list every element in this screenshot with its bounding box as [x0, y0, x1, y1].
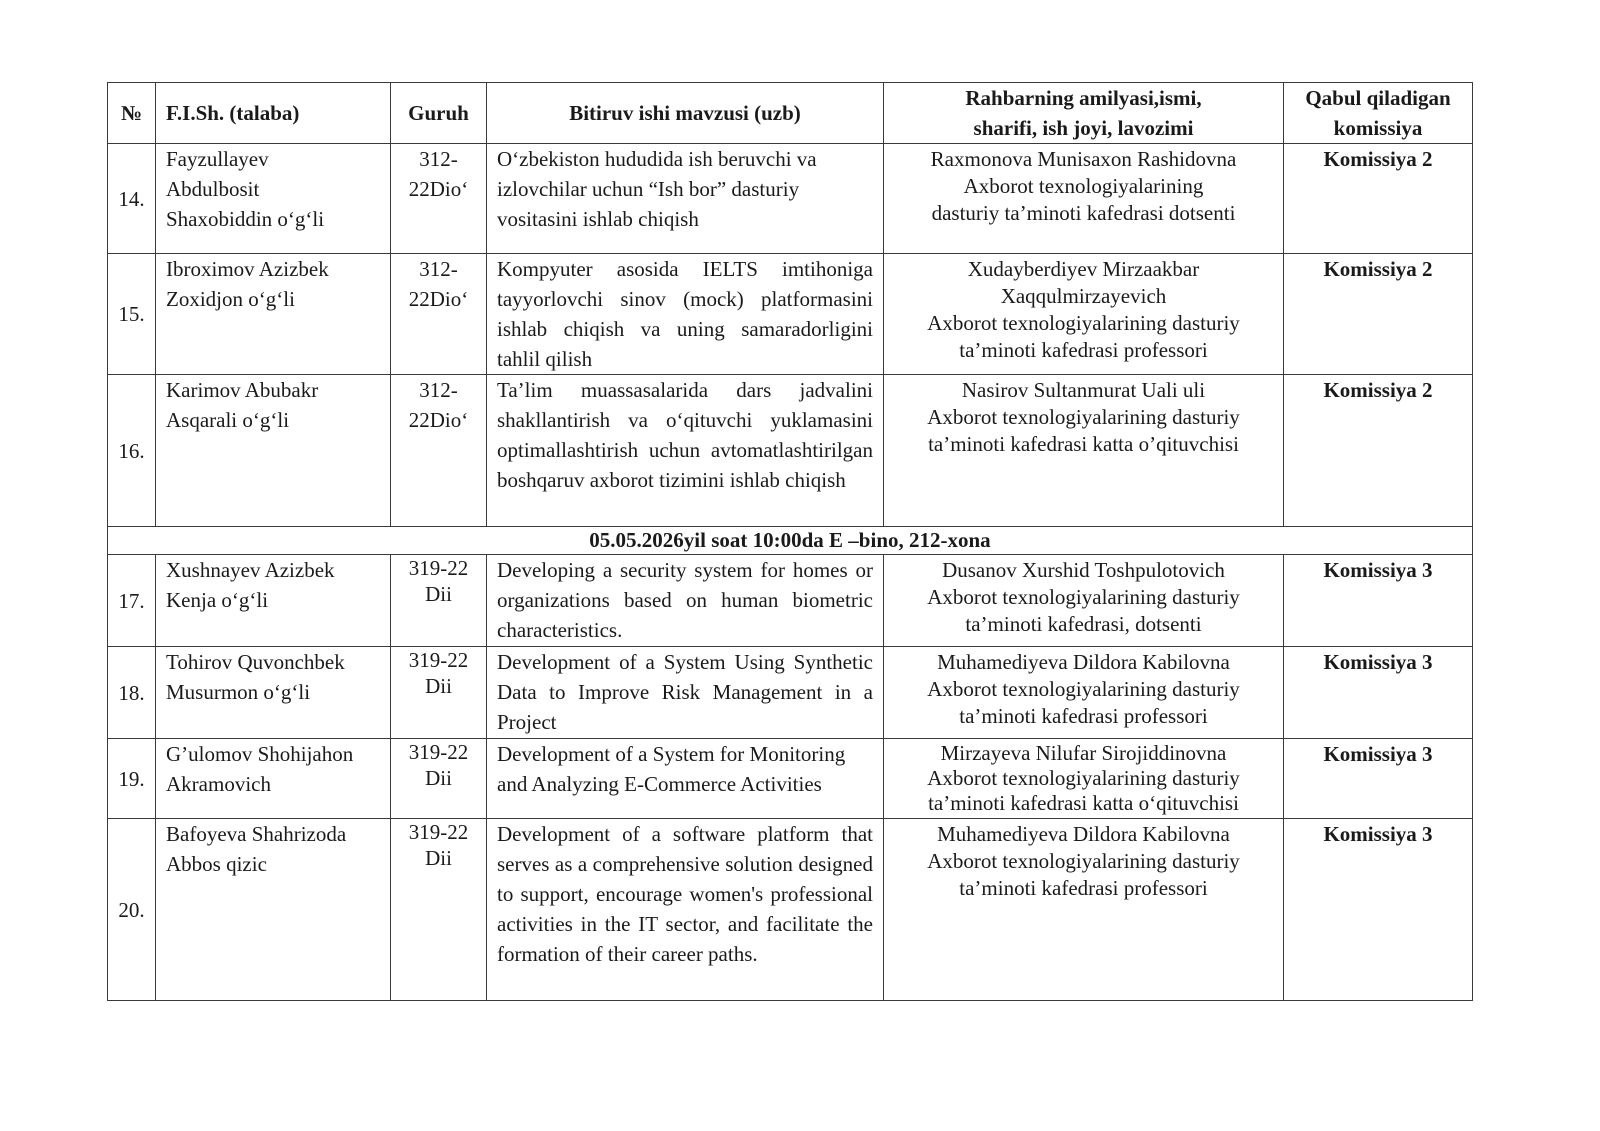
table-row: [108, 254, 1473, 375]
header-supervisor-line: Rahbarning amilyasi,ismi,: [965, 86, 1202, 110]
row-number: 19.: [108, 739, 156, 819]
table-body: [108, 144, 1473, 1001]
group-code-line: 319-22: [408, 820, 469, 844]
table-row: [108, 555, 1473, 647]
thesis-topic: O‘zbekiston hududida ish beruvchi va izlovchilar uchun “Ish bor” dasturiy vositasini ishlab chiqish: [487, 144, 884, 254]
defense-schedule-sheet: [107, 82, 1472, 1001]
group-code: [391, 739, 487, 819]
header-commission: [1284, 83, 1473, 144]
thesis-topic: Development of a System for Monitoring and Analyzing E-Commerce Activities: [487, 739, 884, 819]
header-supervisor-line: sharifi, ish joyi, lavozimi: [973, 116, 1194, 140]
group-code-line: 312-: [419, 378, 458, 402]
student-name-line: Abdulbosit: [166, 177, 260, 201]
group-code: [391, 819, 487, 1001]
header-student-name: F.I.Sh. (talaba): [156, 83, 391, 144]
supervisor-line: Nasirov Sultanmurat Uali uli: [961, 378, 1206, 402]
header-commission-line: Qabul qiladigan: [1305, 86, 1451, 110]
row-number: 15.: [108, 254, 156, 375]
student-name-line: G’ulomov Shohijahon: [166, 742, 354, 766]
supervisor-line: Axborot texnologiyalarining dasturiy: [927, 405, 1240, 429]
supervisor-line: Dusanov Xurshid Toshpulotovich: [942, 558, 1225, 582]
group-code-line: 22Dio‘: [408, 408, 469, 432]
supervisor-line: ta’minoti kafedrasi professori: [959, 704, 1208, 728]
group-code: [391, 144, 487, 254]
thesis-topic: Ta’lim muassasalarida dars jadvalini shakllantirish va o‘qituvchi yuklamasini optimallashtirish uchun avtomatlashtirilgan boshqaruv axborot tizimini ishlab chiqish: [487, 375, 884, 527]
supervisor-line: Axborot texnologiyalarining dasturiy: [927, 677, 1240, 701]
student-name-line: Karimov Abubakr: [166, 378, 319, 402]
table-header: [108, 83, 1473, 144]
group-code-line: 319-22: [408, 648, 469, 672]
supervisor-line: Mirzayeva Nilufar Sirojiddinovna: [940, 741, 1227, 765]
group-code-line: Dii: [425, 766, 452, 790]
commission: Komissiya 3: [1284, 555, 1473, 647]
group-code-line: 22Dio‘: [408, 177, 469, 201]
supervisor-info: [884, 555, 1284, 647]
supervisor-line: Axborot texnologiyalarining dasturiy: [927, 311, 1240, 335]
header-num: №: [108, 83, 156, 144]
row-number: 14.: [108, 144, 156, 254]
group-code-line: 312-: [419, 257, 458, 281]
student-name: [156, 739, 391, 819]
student-name-line: Bafoyeva Shahrizoda: [166, 822, 347, 846]
commission: Komissiya 3: [1284, 819, 1473, 1001]
student-name-line: Xushnayev Azizbek: [166, 558, 335, 582]
student-name-line: Abbos qizic: [166, 852, 267, 876]
group-code-line: 319-22: [408, 556, 469, 580]
student-name-line: Fayzullayev: [166, 147, 269, 171]
header-supervisor: [884, 83, 1284, 144]
table-row: [108, 144, 1473, 254]
supervisor-line: Muhamediyeva Dildora Kabilovna: [937, 650, 1230, 674]
supervisor-info: [884, 254, 1284, 375]
supervisor-info: [884, 375, 1284, 527]
student-name-line: Musurmon o‘g‘li: [166, 680, 311, 704]
commission: Komissiya 3: [1284, 647, 1473, 739]
student-name: [156, 555, 391, 647]
supervisor-info: [884, 647, 1284, 739]
defense-schedule-table: [107, 82, 1473, 1001]
row-number: 20.: [108, 819, 156, 1001]
group-code-line: Dii: [425, 674, 452, 698]
group-code: [391, 555, 487, 647]
commission: Komissiya 2: [1284, 375, 1473, 527]
group-code-line: 312-: [419, 147, 458, 171]
student-name: [156, 144, 391, 254]
commission: Komissiya 2: [1284, 254, 1473, 375]
table-row: [108, 819, 1473, 1001]
section-row: [108, 527, 1473, 555]
group-code: [391, 375, 487, 527]
supervisor-line: dasturiy ta’minoti kafedrasi dotsenti: [931, 201, 1236, 225]
supervisor-line: ta’minoti kafedrasi katta o’qituvchisi: [928, 432, 1239, 456]
group-code-line: 22Dio‘: [408, 287, 469, 311]
table-row: [108, 647, 1473, 739]
group-code: [391, 647, 487, 739]
group-code-line: Dii: [425, 582, 452, 606]
student-name-line: Shaxobiddin o‘g‘li: [166, 207, 325, 231]
table-row: [108, 739, 1473, 819]
row-number: 16.: [108, 375, 156, 527]
student-name-line: Zoxidjon o‘g‘li: [166, 287, 295, 311]
student-name: [156, 254, 391, 375]
supervisor-line: Xaqqulmirzayevich: [1000, 284, 1167, 308]
student-name: [156, 375, 391, 527]
supervisor-line: Axborot texnologiyalarining dasturiy: [927, 585, 1240, 609]
supervisor-line: Axborot texnologiyalarining: [963, 174, 1204, 198]
header-group: Guruh: [391, 83, 487, 144]
supervisor-line: Axborot texnologiyalarining dasturiy: [927, 766, 1240, 790]
group-code-line: Dii: [425, 846, 452, 870]
supervisor-info: [884, 819, 1284, 1001]
supervisor-line: Xudayberdiyev Mirzaakbar: [967, 257, 1200, 281]
student-name-line: Tohirov Quvonchbek: [166, 650, 345, 674]
thesis-topic: Kompyuter asosida IELTS imtihoniga tayyorlovchi sinov (mock) platformasini ishlab chiqish va uning samaradorligini tahlil qilish: [487, 254, 884, 375]
thesis-topic: Development of a System Using Synthetic Data to Improve Risk Management in a Project: [487, 647, 884, 739]
group-code-line: 319-22: [408, 740, 469, 764]
supervisor-line: ta’minoti kafedrasi professori: [959, 876, 1208, 900]
student-name-line: Asqarali o‘g‘li: [166, 408, 290, 432]
student-name: [156, 819, 391, 1001]
student-name: [156, 647, 391, 739]
header-row: [108, 83, 1473, 144]
thesis-topic: Developing a security system for homes or organizations based on human biometric characteristics.: [487, 555, 884, 647]
student-name-line: Kenja o‘g‘li: [166, 588, 269, 612]
header-commission-line: komissiya: [1333, 116, 1423, 140]
supervisor-line: Raxmonova Munisaxon Rashidovna: [930, 147, 1237, 171]
supervisor-line: Axborot texnologiyalarining dasturiy: [927, 849, 1240, 873]
group-code: [391, 254, 487, 375]
commission: Komissiya 3: [1284, 739, 1473, 819]
supervisor-line: ta’minoti kafedrasi, dotsenti: [965, 612, 1202, 636]
student-name-line: Akramovich: [166, 772, 271, 796]
row-number: 17.: [108, 555, 156, 647]
commission: Komissiya 2: [1284, 144, 1473, 254]
student-name-line: Ibroximov Azizbek: [166, 257, 329, 281]
row-number: 18.: [108, 647, 156, 739]
supervisor-line: ta’minoti kafedrasi professori: [959, 338, 1208, 362]
session-date-time-location: 05.05.2026yil soat 10:00da E –bino, 212-xona: [108, 527, 1473, 555]
table-row: [108, 375, 1473, 527]
supervisor-info: [884, 739, 1284, 819]
header-thesis-topic: Bitiruv ishi mavzusi (uzb): [487, 83, 884, 144]
supervisor-line: ta’minoti kafedrasi katta o‘qituvchisi: [928, 791, 1239, 815]
supervisor-line: Muhamediyeva Dildora Kabilovna: [937, 822, 1230, 846]
supervisor-info: [884, 144, 1284, 254]
thesis-topic: Development of a software platform that serves as a comprehensive solution designed to support, encourage women's professional activities in the IT sector, and facilitate the formation of their career paths.: [487, 819, 884, 1001]
